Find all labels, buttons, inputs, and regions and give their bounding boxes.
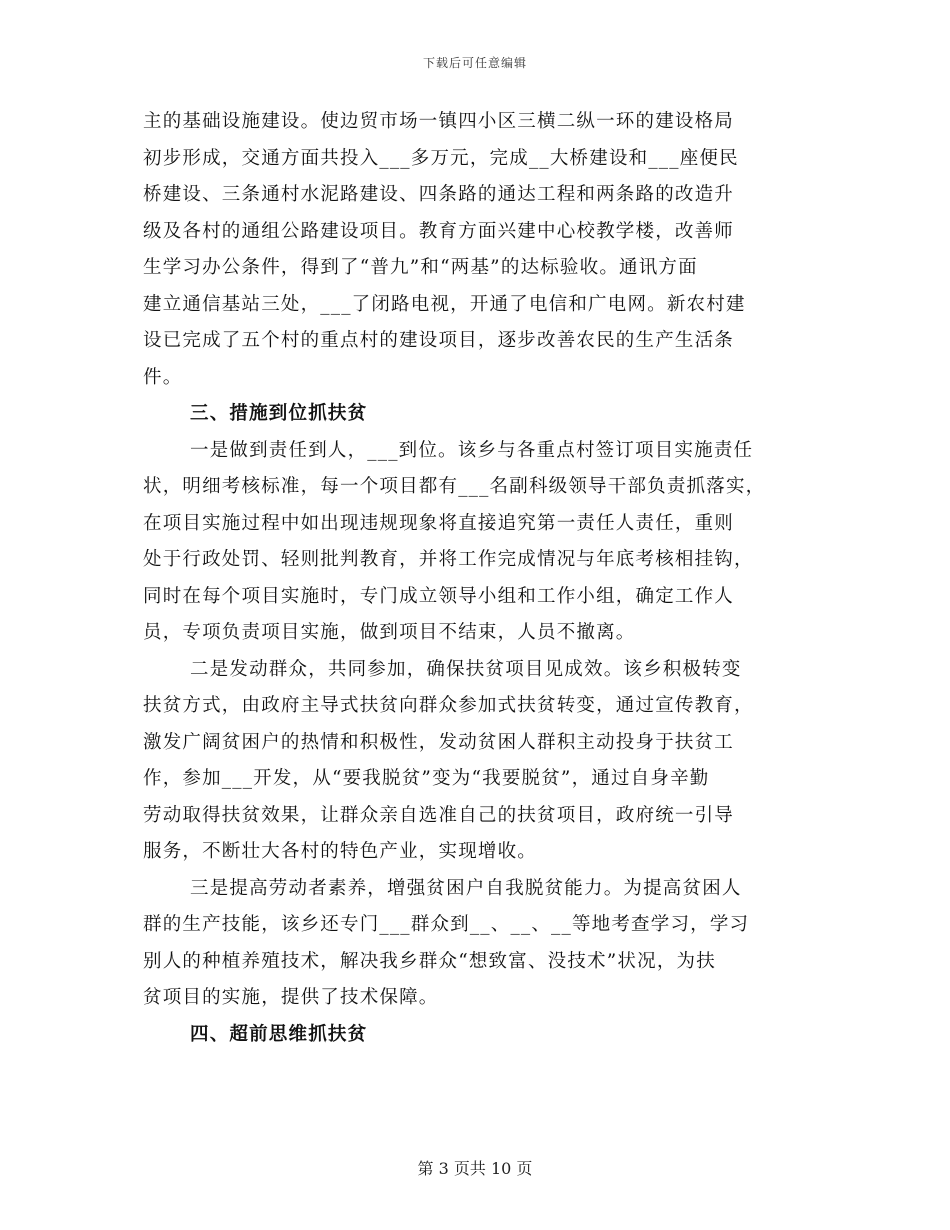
text-line: 处于行政处罚、轻则批判教育，并将工作完成情况与年底考核相挂钩， (143, 549, 754, 570)
paragraph-infrastructure (143, 104, 811, 396)
text-line: 在项目实施过程中如出现违规现象将直接追究第一责任人责任，重则 (143, 512, 735, 534)
text-line: 一是做到责任到人，___到位。该乡与各重点村签订项目实施责任 (190, 439, 754, 461)
text-line: 二是发动群众，共同参加，确保扶贫项目见成效。该乡积极转变 (190, 658, 742, 680)
text-line: 设已完成了五个村的重点村的建设项目，逐步改善农民的生产生活条 (143, 330, 735, 351)
text-line: 状，明细考核标准，每一个项目都有___名副科级领导干部负责抓落实， (143, 476, 766, 497)
text-line: 别人的种植养殖技术，解决我乡群众“想致富、没技术”状况，为扶 (143, 950, 716, 972)
text-line: 桥建设、三条通村水泥路建设、四条路的通达工程和两条路的改造升 (143, 184, 735, 205)
text-line: 激发广阔贫困户的热情和积极性，发动贫困人群积主动投身于扶贫工 (143, 731, 735, 753)
text-line: 生学习办公条件，得到了“普九”和“两基”的达标验收。通讯方面 (143, 257, 698, 278)
page-footer: 第 3 页共 10 页 (417, 1159, 533, 1178)
page-header: 下载后可任意编辑 (422, 56, 527, 70)
section-heading-measures: 三、措施到位抓扶贫 (190, 403, 368, 424)
text-line: 件。 (143, 366, 183, 388)
paragraph-responsibility (143, 433, 811, 652)
paragraph-worker-quality (143, 871, 811, 1017)
text-line: 同时在每个项目实施时，专门成立领导小组和工作小组，确定工作人 (143, 585, 735, 607)
text-line: 贫项目的实施，提供了技术保障。 (143, 987, 439, 1008)
text-line: 建立通信基站三处，___了闭路电视，开通了电信和广电网。新农村建 (143, 293, 746, 315)
text-line: 初步形成，交通方面共投入___多万元，完成__大桥建设和___座便民 (143, 147, 739, 169)
text-line: 群的生产技能，该乡还专门___群众到__、__、__等地考查学习，学习 (143, 914, 750, 935)
text-line: 作，参加___开发，从“要我脱贫”变为“我要脱贫”，通过自身辛勤 (143, 768, 710, 789)
text-line: 三是提高劳动者素养，增强贫困户自我脱贫能力。为提高贫困人 (190, 877, 742, 899)
document-body (143, 104, 811, 1053)
text-line: 主的基础设施建设。使边贸市场一镇四小区三横二纵一环的建设格局 (143, 111, 735, 132)
text-line: 员，专项负责项目实施，做到项目不结束，人员不撤离。 (143, 622, 636, 643)
section-heading-forward-thinking: 四、超前思维抓扶贫 (190, 1023, 368, 1045)
text-line: 劳动取得扶贫效果，让群众亲自选准自己的扶贫项目，政府统一引导 (143, 804, 735, 826)
text-line: 级及各村的通组公路建设项目。教育方面兴建中心校教学楼，改善师 (143, 220, 735, 242)
text-line: 扶贫方式，由政府主导式扶贫向群众参加式扶贫转变，通过宣传教育， (143, 695, 754, 716)
paragraph-mobilize-masses (143, 652, 811, 871)
text-line: 服务，不断壮大各村的特色产业，实现增收。 (143, 841, 538, 862)
